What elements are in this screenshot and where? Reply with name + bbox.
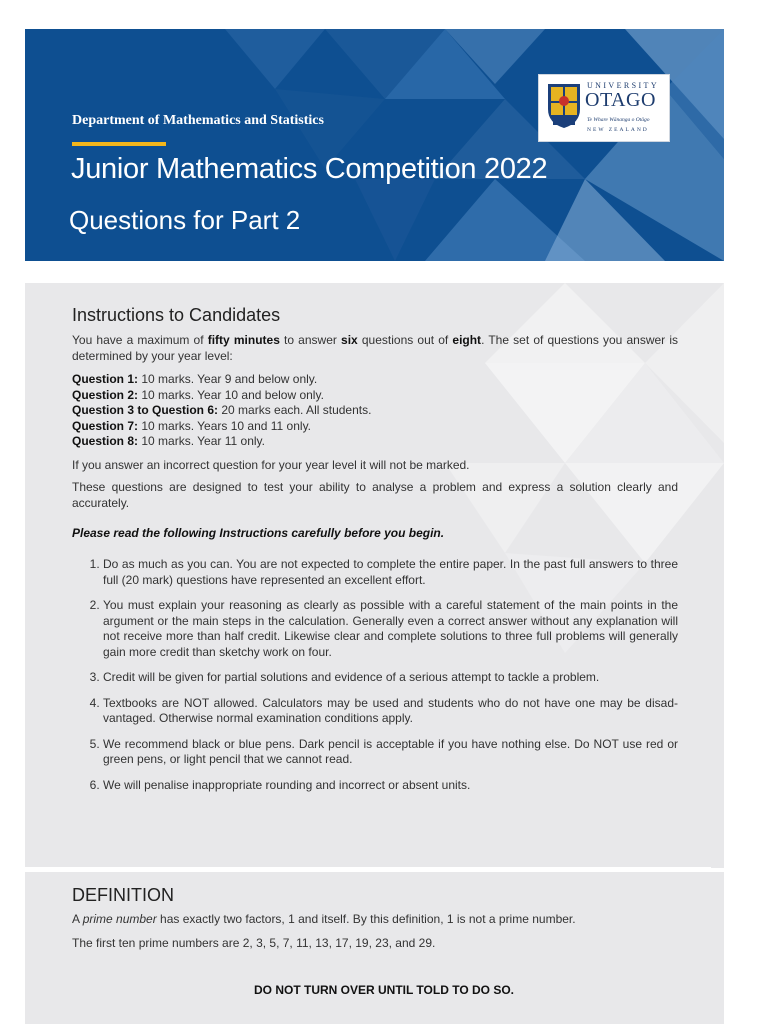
section-divider bbox=[25, 867, 711, 869]
question-marks-row: Question 1: 10 marks. Year 9 and below only. bbox=[72, 372, 318, 386]
question-marks-row: Question 7: 10 marks. Years 10 and 11 only. bbox=[72, 418, 312, 433]
header-banner bbox=[25, 29, 724, 261]
instructions-intro: You have a maximum of fifty minutes to answer six questions out of eight. The set of questions you answer is determined by your year level: bbox=[72, 333, 678, 363]
competition-title: Junior Mathematics Competition 2022 bbox=[71, 153, 548, 185]
logo-university-text: UNIVERSITY bbox=[587, 81, 659, 90]
instruction-item: 3. Credit will be given for partial solutions and evidence of a serious attempt to tackle a problem. bbox=[103, 670, 678, 686]
do-not-turn-over-warning: DO NOT TURN OVER UNTIL TOLD TO DO SO. bbox=[253, 983, 514, 997]
instruction-item: 4. Textbooks are NOT allowed. Calculators may be used and students who do not have one may be disad-vantaged. Otherwise normal examination conditions apply. bbox=[103, 696, 678, 727]
university-logo bbox=[538, 74, 670, 142]
question-marks-row: Question 8: 10 marks. Year 11 only. bbox=[72, 434, 265, 448]
instruction-item: 6. We will penalise inappropriate rounding and incorrect or absent units. bbox=[103, 778, 678, 794]
logo-country-text: NEW ZEALAND bbox=[587, 127, 649, 133]
read-instructions-note: Please read the following Instructions carefully before you begin. bbox=[72, 526, 445, 540]
part-title: Questions for Part 2 bbox=[69, 205, 301, 235]
instruction-item: 1. Do as much as you can. You are not expected to complete the entire paper. In the past full answers to three full (20 mark) questions have represented an excellent effort. bbox=[103, 557, 678, 588]
question-marks-row: Question 2: 10 marks. Year 10 and below only. bbox=[72, 387, 324, 402]
department-name: Department of Mathematics and Statistics bbox=[72, 113, 324, 128]
logo-maori-text: Te Whare Wānanga o Otāgo bbox=[587, 117, 650, 123]
logo-otago-text: OTAGO bbox=[585, 89, 656, 111]
gold-rule bbox=[72, 142, 166, 146]
instruction-item: 2. You must explain your reasoning as clearly as possible with a careful statement of the main points in the argument or the main steps in the calculation. Generally even a correct answer without any explanation will not receive more than half credit. Likewise clear and complete solutions to three full problems will generally gain more credit than sketchy work on four. bbox=[103, 598, 678, 660]
first-ten-primes: The first ten prime numbers are 2, 3, 5, 7, 11, 13, 17, 19, 23, and 29. bbox=[72, 936, 436, 950]
crest-icon bbox=[547, 83, 581, 129]
incorrect-question-note: If you answer an incorrect question for your year level it will not be marked. bbox=[72, 458, 470, 472]
question-marks-row: Question 3 to Question 6: 20 marks each. All students. bbox=[72, 403, 372, 417]
instructions-list bbox=[72, 557, 678, 803]
purpose-statement: These questions are designed to test your ability to analyse a problem and express a solution clearly and accurately. bbox=[72, 480, 678, 510]
definition-heading: DEFINITION bbox=[72, 885, 174, 905]
question-marks-list bbox=[72, 372, 678, 450]
instructions-heading: Instructions to Candidates bbox=[72, 305, 281, 325]
prime-definition: A prime number has exactly two factors, 1 and itself. By this definition, 1 is not a prime number. bbox=[72, 912, 576, 926]
instruction-item: 5. We recommend black or blue pens. Dark pencil is acceptable if you have nothing else. Do NOT use red or green pens, or light pencil that we cannot read. bbox=[103, 737, 678, 768]
